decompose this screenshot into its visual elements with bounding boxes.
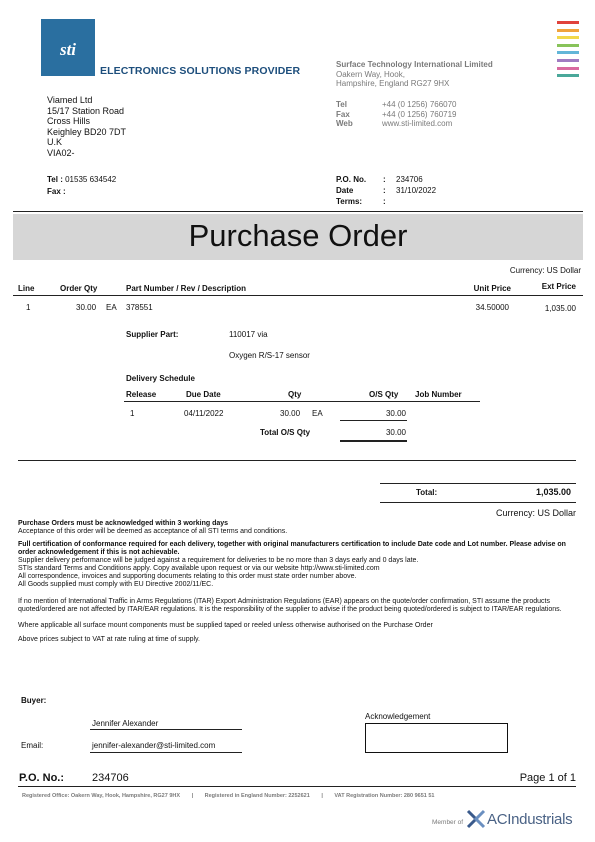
footer-po-value: 234706 — [92, 772, 129, 784]
divider — [90, 729, 242, 730]
supplier-line: Keighley BD20 7DT — [47, 126, 127, 137]
terms-vat: Above prices subject to VAT at rate ruling at time of supply. — [18, 636, 200, 643]
supplier-fax — [47, 187, 66, 197]
supplier-part-label: Supplier Part: — [126, 330, 179, 339]
supplier-line: Viamed Ltd — [47, 95, 93, 105]
color-stripe — [557, 67, 579, 70]
col-header-ext-price: Ext Price — [541, 282, 576, 291]
sched-release: 1 — [130, 409, 135, 418]
footer-registration — [22, 793, 434, 799]
buyer-email[interactable]: jennifer-alexander@sti-limited.com — [92, 741, 216, 750]
web-label: Web — [336, 119, 353, 128]
supplier-part-value: 110017 via — [229, 330, 268, 339]
tel-value: +44 (0 1256) 766070 — [382, 100, 457, 109]
logo-text: sti — [59, 40, 77, 59]
footer-po-label: P.O. No.: — [19, 772, 65, 784]
color-stripe — [557, 44, 579, 47]
po-label: P.O. No. — [336, 175, 367, 184]
date-value: 31/10/2022 — [396, 186, 437, 195]
supplier-tel-value: 01535 634542 — [65, 175, 117, 184]
divider — [13, 295, 583, 296]
terms-smt: Where applicable all surface mount components must be supplied taped or reeled unless otherwise authorised on the Purchase Order — [18, 622, 433, 629]
fax-value: +44 (0 1256) 760719 — [382, 109, 457, 119]
sched-due-date: 04/11/2022 — [184, 409, 224, 418]
total-currency: Currency: US Dollar — [495, 508, 576, 518]
terms-standard: STIs standard Terms and Conditions apply. Copy available upon request or via our website http://www.sti-limited.com — [18, 565, 380, 572]
row-uom: EA — [106, 303, 117, 312]
company-name: Surface Technology International Limited — [336, 60, 493, 69]
sched-header-qty: Qty — [288, 390, 302, 399]
supplier-line: Cross Hills — [47, 116, 91, 126]
supplier-address — [47, 95, 126, 158]
tel-label: Tel — [336, 100, 347, 109]
terms-acceptance: Acceptance of this order will be deemed as acceptance of all STI terms and conditions. — [18, 528, 288, 535]
row-line: 1 — [26, 303, 31, 312]
color-stripe — [557, 36, 579, 39]
footer-sep: | — [191, 793, 194, 799]
company-address-line1: Oakern Way, Hook, — [336, 69, 405, 79]
row-unit-price: 34.50000 — [475, 303, 509, 312]
total-os-label: Total O/S Qty — [260, 428, 311, 437]
divider — [18, 460, 576, 461]
web-link[interactable]: www.sti-limited.com — [382, 119, 453, 128]
color-stripe — [557, 59, 579, 62]
terms-itar: If no mention of International Traffic in Arms Regulations (ITAR) Export Administration Regulations (EAR) appears on the quote/order confirmation, STI assume the products quoted/ordered are not affected by ITAR/EAR regulations. It is the responsibility of the supplier to advise if the product being quoted/ordered is subject to ITAR/EAR regulations. — [18, 598, 562, 613]
member-of-label: Member of — [432, 819, 464, 826]
row-part-number: 378551 — [126, 303, 153, 312]
sched-header-os-qty: O/S Qty — [369, 390, 399, 399]
divider — [380, 502, 576, 503]
supplier-line: 15/17 Station Road — [47, 105, 125, 116]
delivery-schedule-title: Delivery Schedule — [126, 374, 195, 383]
page-title: Purchase Order — [188, 218, 408, 253]
fax-label: Fax — [336, 109, 350, 119]
ac-industrials-wordmark: ACIndustrials — [487, 811, 573, 828]
divider — [340, 440, 407, 442]
color-stripe — [557, 74, 579, 77]
terms-ack-heading: Purchase Orders must be acknowledged within 3 working days — [18, 520, 229, 527]
terms-delivery: Supplier delivery performance will be judged against a requirement for deliveries to be no more than 3 days early and 0 days late. — [18, 557, 419, 564]
supplier-fax-label: Fax : — [47, 187, 66, 196]
total-label: Total: — [416, 488, 438, 497]
color-stripe — [557, 21, 579, 24]
po-value: 234706 — [396, 175, 423, 184]
acknowledgement-box[interactable] — [365, 723, 508, 753]
total-value: 1,035.00 — [535, 487, 571, 497]
divider — [124, 401, 480, 402]
row-ext-price: 1,035.00 — [544, 304, 576, 313]
sched-header-job-number: Job Number — [415, 390, 462, 399]
supplier-tel-label: Tel : — [47, 175, 63, 184]
supplier-line: VIA02- — [47, 147, 75, 158]
date-label: Date — [336, 186, 354, 195]
order-info — [336, 175, 516, 208]
footer-sep: | — [321, 793, 323, 799]
terms-correspondence: All correspondence, invoices and supporting documents relating to this order must state order number above. — [18, 573, 357, 580]
buyer-label: Buyer: — [21, 696, 47, 705]
terms-label: Terms: — [336, 197, 363, 206]
color-stripe — [557, 51, 579, 54]
divider — [13, 211, 583, 212]
date-sep: : — [383, 186, 386, 195]
supplier-tel — [47, 175, 116, 185]
vat-number: VAT Registration Number: 280 9651 51 — [334, 793, 435, 799]
terms-sep: : — [383, 197, 386, 206]
company-address-line2: Hampshire, England RG27 9HX — [336, 79, 450, 88]
color-stripes-decoration — [557, 21, 579, 82]
sched-qty: 30.00 — [280, 409, 301, 418]
divider — [340, 420, 407, 421]
sched-header-release: Release — [126, 390, 157, 399]
company-address — [336, 60, 493, 89]
sched-header-due-date: Due Date — [186, 390, 221, 399]
po-sep: : — [383, 175, 386, 184]
sched-os-qty: 30.00 — [385, 409, 406, 418]
divider — [18, 786, 576, 787]
supplier-part-description: Oxygen R/S-17 sensor — [229, 351, 310, 360]
col-header-unit-price: Unit Price — [473, 284, 511, 293]
terms-block — [18, 520, 578, 644]
supplier-line: U.K — [47, 137, 63, 147]
sched-uom: EA — [312, 409, 323, 418]
col-header-part: Part Number / Rev / Description — [126, 284, 247, 293]
total-os-value: 30.00 — [385, 428, 406, 437]
currency-label: Currency: US Dollar — [509, 266, 581, 275]
page-number: Page 1 of 1 — [519, 772, 576, 784]
col-header-qty: Order Qty — [60, 284, 98, 293]
divider — [380, 483, 576, 484]
acknowledgement-label: Acknowledgement — [365, 712, 431, 721]
title-band — [13, 214, 583, 260]
registered-office: Registered Office: Oakern Way, Hook, Hampshire, RG27 9HX — [22, 793, 181, 799]
terms-certification: Full certification of conformance required for each delivery, together with original manufacturers certification to include Date code and Lot number. Please advise on order acknowledgement if this is not achievable. — [18, 541, 566, 556]
company-contacts — [336, 100, 457, 129]
color-stripe — [557, 29, 579, 32]
ac-industrials-logo-icon — [466, 809, 488, 834]
col-header-line: Line — [18, 284, 35, 293]
tagline: ELECTRONICS SOLUTIONS PROVIDER — [100, 65, 301, 77]
terms-directive: All Goods supplied must comply with EU Directive 2002/11/EC. — [18, 581, 214, 588]
divider — [90, 752, 242, 753]
registered-number: Registered in England Number: 2252621 — [204, 793, 310, 799]
buyer-name: Jennifer Alexander — [92, 719, 159, 728]
buyer-email-label: Email: — [21, 741, 44, 750]
row-qty: 30.00 — [76, 303, 97, 312]
